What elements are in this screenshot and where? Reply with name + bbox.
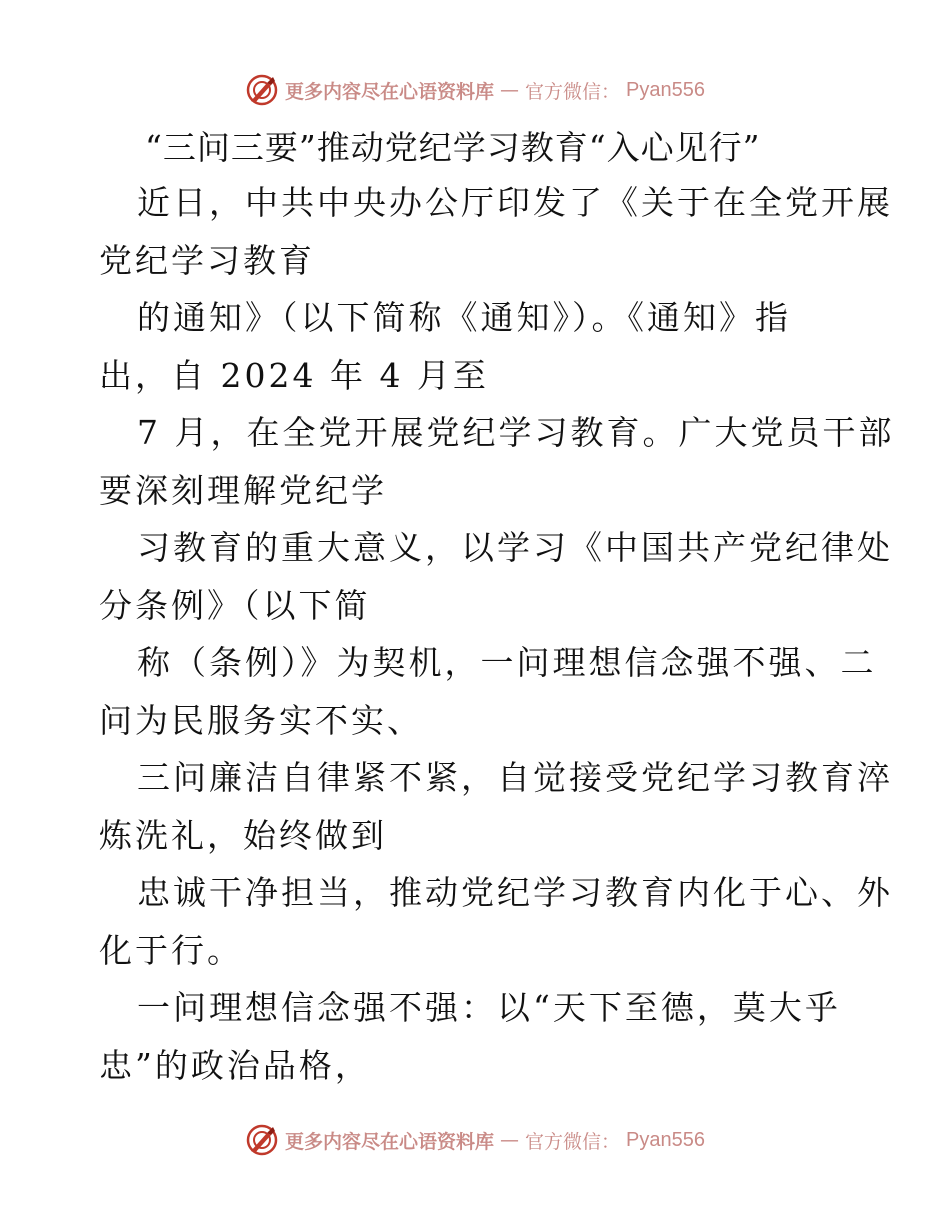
text-line: 问为民服务实不实、 <box>99 700 423 740</box>
watermark-wechat-id: Pyan556 <box>626 1128 705 1151</box>
text-line: 忠诚干净担当，推动党纪学习教育内化于心、外 <box>137 873 893 912</box>
watermark-official-label: 官方微信： <box>525 80 621 103</box>
watermark-wechat-id: Pyan556 <box>626 78 705 101</box>
watermark-official-label: 官方微信： <box>525 1130 621 1153</box>
text-line: 要深刻理解党纪学 <box>99 470 387 510</box>
footer-watermark <box>0 1120 950 1160</box>
text-line: 近日，中共中央办公厅印发了《关于在全党开展 <box>137 183 893 222</box>
text-line: 忠”的政治品格， <box>99 1045 371 1085</box>
watermark-dash: — <box>500 79 520 101</box>
pen-logo-icon <box>245 73 279 107</box>
watermark-dash: — <box>500 1129 520 1151</box>
text-line: 习教育的重大意义，以学习《中国共产党纪律处 <box>137 528 893 567</box>
text-line: 一问理想信念强不强：以“天下至德，莫大乎 <box>137 988 841 1027</box>
document-body <box>99 122 895 1094</box>
text-line: 化于行。 <box>99 930 243 970</box>
text-line: 称（条例）》为契机，一问理想信念强不强、二 <box>137 643 877 682</box>
document-title: “三问三要”推动党纪学习教育“入心见行” <box>145 128 761 167</box>
text-line: 7 月，在全党开展党纪学习教育。广大党员干部 <box>137 413 895 452</box>
text-line: 炼洗礼，始终做到 <box>99 815 387 855</box>
text-line: 党纪学习教育 <box>99 240 315 280</box>
text-line: 分条例》（以下简 <box>99 585 371 625</box>
text-line: 的通知》（以下简称《通知》）。《通知》指 <box>137 298 791 337</box>
header-watermark <box>0 70 950 110</box>
watermark-brand-text: 更多内容尽在心语资料库 <box>285 80 495 103</box>
text-line: 三问廉洁自律紧不紧，自觉接受党纪学习教育淬 <box>137 758 893 797</box>
watermark-brand-text: 更多内容尽在心语资料库 <box>285 1130 495 1153</box>
text-line: 出，自 2024 年 4 月至 <box>99 355 489 395</box>
pen-logo-icon <box>245 1123 279 1157</box>
